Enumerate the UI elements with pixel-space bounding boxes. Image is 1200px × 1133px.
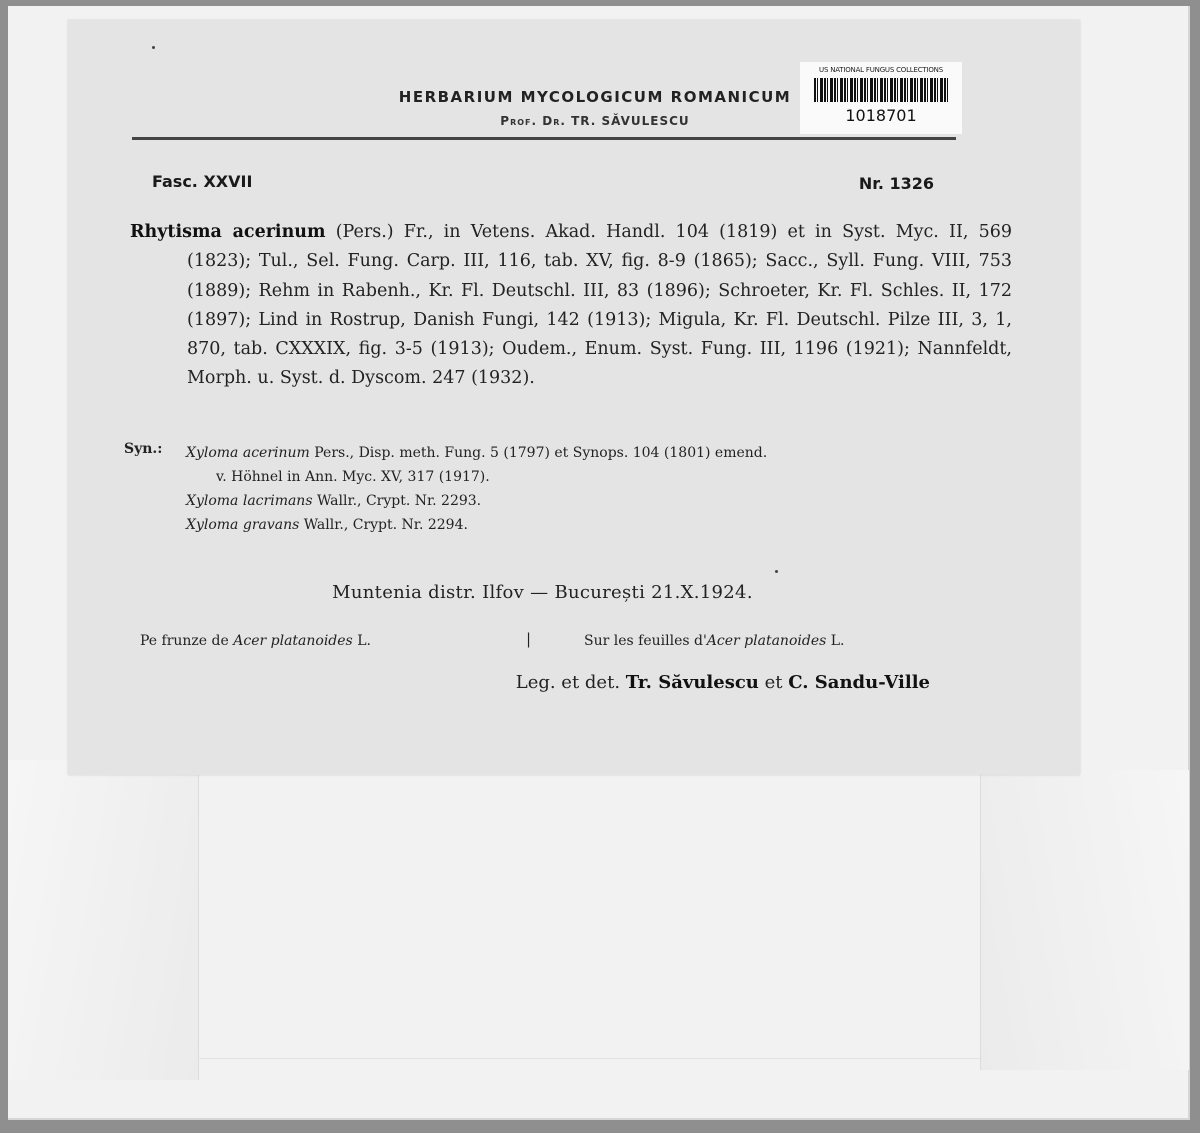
herbarium-title: HERBARIUM MYCOLOGICUM ROMANICUM [398, 88, 792, 106]
host-ro-species: Acer platanoides [233, 633, 353, 649]
synonym-line [186, 465, 956, 489]
paper-speck [152, 46, 155, 49]
packet-fold-right [980, 770, 1189, 1070]
host-ro-suffix: L. [352, 633, 371, 649]
synonyms-label: Syn.: [124, 441, 163, 457]
packet-fold-crease [198, 1058, 980, 1059]
synonym-text: v. Höhnel in Ann. Myc. XV, 317 (1917). [216, 469, 490, 485]
collectors-prefix: Leg. et det. [515, 672, 626, 693]
fascicle-number: Fasc. XXVII [152, 172, 253, 191]
barcode-caption: US NATIONAL FUNGUS COLLECTIONS [819, 66, 943, 74]
collection-locality: Muntenia distr. Ilfov — București 21.X.1924. [332, 582, 753, 603]
synonym-text: Wallr., Crypt. Nr. 2294. [299, 517, 468, 533]
synonym-text: Wallr., Crypt. Nr. 2293. [312, 493, 482, 509]
taxon-citation [130, 218, 1012, 394]
host-french [584, 633, 845, 649]
specimen-number: Nr. 1326 [858, 174, 934, 193]
host-separator: | [526, 630, 532, 648]
barcode-number: 1018701 [845, 106, 917, 125]
synonym-name: Xyloma acerinum [186, 445, 310, 461]
paper-speck [775, 570, 778, 573]
synonym-text: Pers., Disp. meth. Fung. 5 (1797) et Synops. 104 (1801) emend. [309, 445, 768, 461]
herbarium-curator: Prof. Dr. TR. SĂVULESCU [500, 114, 690, 128]
taxon-name: Rhytisma acerinum [130, 222, 326, 242]
host-fr-species: Acer platanoides [706, 633, 827, 649]
host-fr-suffix: L. [826, 633, 845, 649]
synonym-line [186, 513, 956, 537]
collector-name: Tr. Săvulescu [625, 672, 759, 693]
host-ro-prefix: Pe frunze de [140, 633, 234, 649]
collectors-line [430, 672, 930, 693]
synonym-name: Xyloma lacrimans [186, 493, 313, 509]
header-divider [132, 137, 956, 140]
synonyms-list [186, 441, 956, 537]
packet-fold-left [8, 760, 199, 1080]
synonym-line [186, 441, 956, 465]
host-romanian [140, 633, 371, 649]
collectors-joiner: et [758, 672, 789, 693]
synonym-name: Xyloma gravans [186, 517, 300, 533]
citation-text: (Pers.) Fr., in Vetens. Akad. Handl. 104 (1819) et in Syst. Myc. II, 569 (1823); Tul., Sel. Fung. Carp. III, 116, tab. XV, fig. 8-9 (1865); Sacc., Syll. Fung. VIII, 753 (1889); Rehm in Rabenh., Kr. Fl. Deutschl. III, 83 (1896); Schroeter, Kr. Fl. Schles. II, 172 (1897); Lind in Rostrup, Danish Fungi, 142 (1913); Migula, Kr. Fl. Deutschl. Pilze III, 3, 1, 870, tab. CXXXIX, fig. 3-5 (1913); Oudem., Enum. Syst. Fung. III, 1196 (1921); Nannfeldt, Morph. u. Syst. d. Dyscom. 247 (1932). [187, 222, 1012, 389]
synonym-line [186, 489, 956, 513]
collector-name: C. Sandu-Ville [788, 672, 930, 693]
host-fr-prefix: Sur les feuilles d' [584, 633, 707, 649]
